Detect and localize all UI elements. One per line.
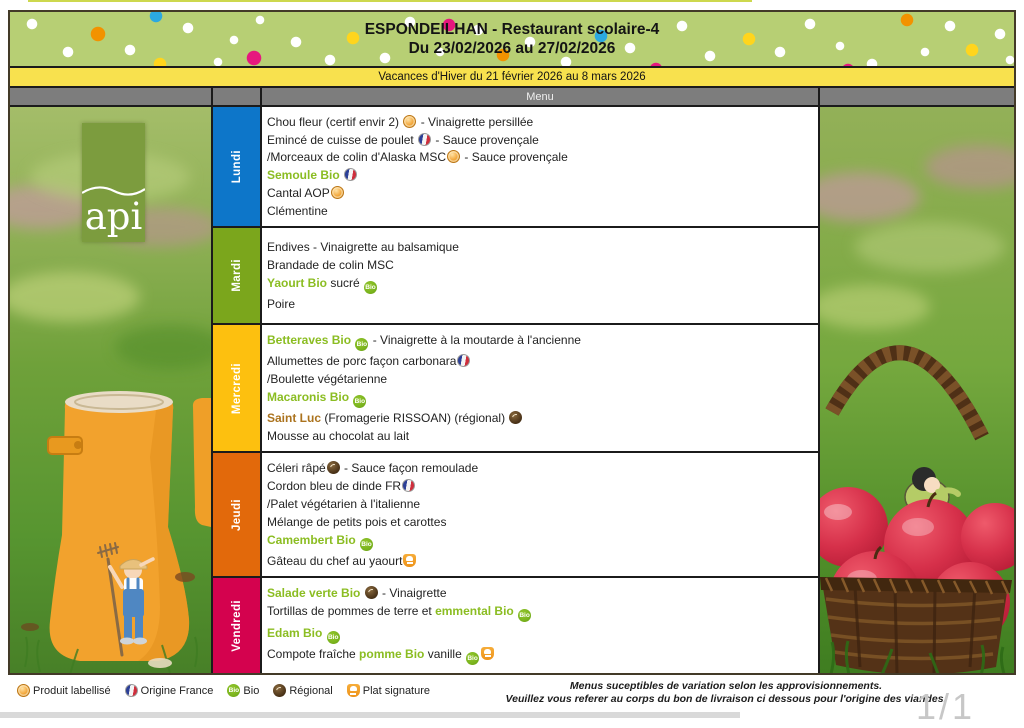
bio-icon: Bio (518, 609, 531, 622)
apple-basket-illustration (820, 107, 1014, 673)
menu-line: Saint Luc (Fromagerie RISSOAN) (régional) (267, 411, 810, 426)
header-cell-left (10, 88, 211, 105)
page-top-accent-line (28, 0, 752, 2)
day-label: Mercredi (230, 362, 243, 414)
menu-line: Cantal AOP (267, 186, 810, 201)
menu-line: Endives - Vinaigrette au balsamique (267, 239, 459, 254)
menu-line: Yaourt Bio sucré Bio (267, 276, 810, 294)
france-icon (125, 684, 138, 697)
bio-icon: Bio (466, 652, 479, 665)
menu-line: Clémentine (267, 204, 328, 219)
signature-icon (347, 684, 360, 697)
right-photo-apple-basket (820, 107, 1014, 673)
menu-line: Brandade de colin MSC (267, 257, 394, 272)
legend-label: Bio (243, 684, 260, 697)
label-icon (331, 186, 344, 199)
signature-icon (403, 554, 416, 567)
signature-icon (481, 647, 494, 660)
label-icon (403, 115, 416, 128)
day-cell-jeudi (213, 453, 260, 576)
header-cell-right (820, 88, 1014, 105)
label-icon (447, 150, 460, 163)
bio-icon: Bio (327, 631, 340, 644)
menu-column-header: Menu (262, 88, 818, 105)
legend (16, 684, 430, 697)
menu-line: /Palet végétarien à l'italienne (267, 496, 421, 511)
api-logo (82, 123, 145, 242)
legend-label: Plat signature (362, 684, 431, 697)
bio-icon: Bio (355, 338, 368, 351)
france-icon (457, 354, 470, 367)
menu-line: Salade verte Bio - Vinaigrette (267, 586, 447, 601)
date-range: Du 23/02/2026 au 27/02/2026 (408, 40, 616, 57)
day-label: Vendredi (230, 599, 243, 652)
page-title: ESPONDEILHAN - Restaurant scolaire-4 (364, 21, 660, 38)
bio-icon: Bio (364, 281, 377, 294)
api-logo-text: api (84, 195, 143, 238)
menu-line: /Morceaux de colin d'Alaska MSC - Sauce provençale (267, 150, 568, 165)
menu-line: Edam Bio Bio (267, 626, 810, 644)
menu-line: Chou fleur (certif envir 2) - Vinaigrette persillée (267, 114, 534, 129)
regional-icon (327, 461, 340, 474)
france-icon (418, 133, 431, 146)
day-label: Jeudi (230, 498, 243, 531)
menu-line: Gâteau du chef au yaourt (267, 554, 810, 569)
vacation-banner: Vacances d'Hiver du 21 février 2026 au 8 mars 2026 (10, 66, 1014, 88)
menu-line: Camembert Bio Bio (267, 533, 810, 551)
legend-item-label (16, 684, 111, 697)
menu-line: Macaronis Bio Bio (267, 390, 810, 408)
day-cell-mardi (213, 228, 260, 323)
menu-cell-mardi (262, 228, 818, 323)
legend-item-signature (346, 684, 430, 697)
legend-label: Origine France (140, 684, 214, 697)
menu-line: Poire (267, 297, 296, 311)
day-cell-vendredi (213, 578, 260, 673)
footer-note-line1: Menus suceptibles de variation selon les approvisionnements. (569, 680, 883, 692)
day-cell-lundi (213, 107, 260, 226)
menu-line: Mélange de petits pois et carottes (267, 514, 447, 529)
day-label: Mardi (230, 259, 243, 293)
legend-label: Produit labellisé (33, 684, 111, 697)
menu-table (10, 88, 1014, 673)
left-photo-boots (10, 107, 211, 673)
menu-cell-vendredi (262, 578, 818, 673)
menu-cell-lundi (262, 107, 818, 226)
regional-icon (509, 411, 522, 424)
bio-icon: Bio (227, 684, 240, 697)
legend-item-bio (226, 684, 259, 697)
menu-document (8, 10, 1016, 675)
day-label: Lundi (230, 149, 243, 184)
france-icon (402, 479, 415, 492)
menu-line: Betteraves Bio Bio - Vinaigrette à la moutarde à l'ancienne (267, 333, 810, 351)
regional-icon (365, 586, 378, 599)
bio-icon: Bio (353, 395, 366, 408)
legend-label: Régional (289, 684, 333, 697)
menu-line: Cordon bleu de dinde FR (267, 479, 810, 494)
menu-line: Céleri râpé - Sauce façon remoulade (267, 461, 479, 476)
menu-line: Emincé de cuisse de poulet - Sauce provençale (267, 132, 539, 147)
menu-cell-mercredi (262, 325, 818, 451)
legend-item-france (124, 684, 214, 697)
footer-note-line2: Veuillez vous referer au corps du bon de livraison ci dessous pour l'origine des viandes. (505, 692, 947, 705)
header-cell-day (213, 88, 260, 105)
menu-cell-jeudi (262, 453, 818, 576)
page-indicator: 1/1 (916, 686, 976, 727)
france-icon (344, 168, 357, 181)
regional-icon (273, 684, 286, 697)
legend-item-regional (272, 684, 332, 697)
day-cell-mercredi (213, 325, 260, 451)
page-bottom-edge (0, 712, 740, 718)
menu-line: /Boulette végétarienne (267, 372, 388, 387)
menu-line: Allumettes de porc façon carbonara (267, 354, 810, 369)
menu-line: Tortillas de pommes de terre et emmental Bio Bio (267, 604, 810, 622)
menu-line: Compote fraîche pomme Bio vanille Bio (267, 647, 810, 665)
header-band (10, 12, 1014, 66)
label-icon (17, 684, 30, 697)
api-logo-wave (82, 181, 145, 201)
menu-line: Mousse au chocolat au lait (267, 429, 410, 444)
menu-line: Semoule Bio (267, 168, 810, 183)
bio-icon: Bio (360, 538, 373, 551)
